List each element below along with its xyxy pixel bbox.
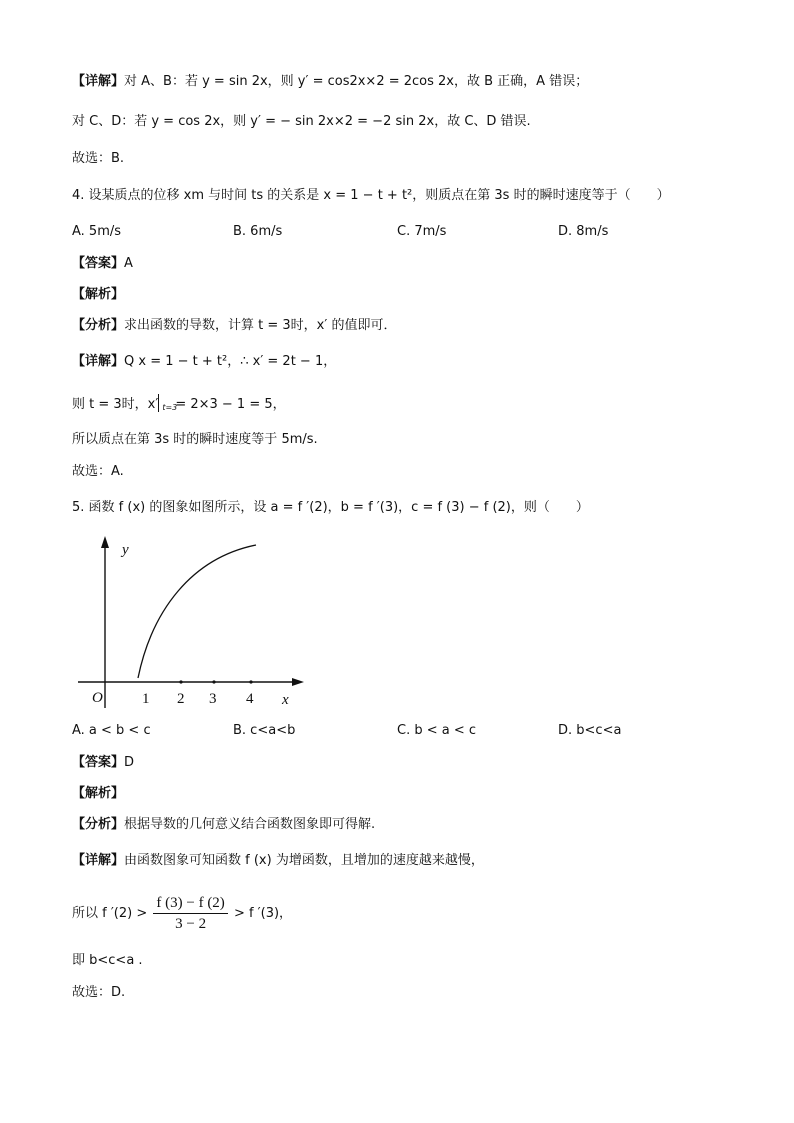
- q5-fraction-num: f (3) − f (2): [153, 894, 227, 914]
- q5-fenxi-text: 根据导数的几何意义结合函数图象即可得解.: [124, 817, 376, 832]
- q5-xiangjie-text: 由函数图象可知函数 f (x) 为增函数，且增加的速度越来越慢，: [124, 853, 484, 868]
- tick-label-4: 4: [246, 691, 254, 707]
- q4-then-post: = 2×3 − 1 = 5，: [175, 397, 286, 412]
- tick-dot-3: [212, 680, 215, 683]
- tick-label-2: 2: [177, 691, 185, 707]
- q4-eval-sub: t=3: [162, 403, 178, 412]
- tick-dot-4: [249, 680, 252, 683]
- q4-answer-tag: 【答案】: [72, 256, 125, 271]
- q4-xiangjie-text: Q x = 1 − t + t²，∴ x′ = 2t − 1，: [124, 354, 337, 369]
- q4-option-a: A. 5m/s: [72, 224, 122, 239]
- q3-detail-line2: 对 C、D：若 y = cos 2x，则 y′ = − sin 2x×2 = −2 sin 2x，故 C、D 错误.: [72, 114, 531, 129]
- q4-xiangjie-tag: 【详解】: [72, 354, 125, 369]
- q5-choose: 故选：D.: [72, 985, 126, 1000]
- q5-option-c: C. b < a < c: [397, 723, 477, 738]
- q4-fenxi: [72, 316, 396, 336]
- x-axis-label: x: [282, 692, 289, 708]
- q4-jiexi: 【解析】: [72, 287, 125, 302]
- tick-dot-2: [179, 680, 182, 683]
- q4-option-c: C. 7m/s: [397, 224, 447, 239]
- q3-detail-line1: [72, 72, 588, 92]
- y-axis-arrow-icon: [101, 536, 109, 548]
- q4-so-line: 所以质点在第 3s 时的瞬时速度等于 5m/s.: [72, 432, 318, 447]
- q4-answer: [72, 254, 133, 274]
- q4-fenxi-tag: 【分析】: [72, 318, 125, 333]
- q5-fenxi: [72, 815, 375, 835]
- x-axis-arrow-icon: [292, 678, 304, 686]
- q3-choose: 故选：B.: [72, 151, 125, 166]
- q5-stem: 5. 函数 f (x) 的图象如图所示，设 a = f ′(2)，b = f ′(3)，c = f (3) − f (2)，则（ ）: [72, 500, 589, 515]
- q5-so-line: [72, 893, 292, 935]
- origin-label: O: [92, 690, 103, 706]
- q4-xiangjie: [72, 352, 336, 372]
- q5-fraction: [153, 894, 227, 933]
- q4-choose: 故选：A.: [72, 464, 124, 479]
- q3-detail-tag: 【详解】: [72, 74, 125, 89]
- q5-answer-tag: 【答案】: [72, 755, 125, 770]
- q5-jiexi: 【解析】: [72, 786, 125, 801]
- q5-so-pre: 所以 f ′(2) >: [72, 906, 148, 921]
- q4-stem: 4. 设某质点的位移 xm 与时间 ts 的关系是 x = 1 − t + t²，则质点在第 3s 时的瞬时速度等于（ ）: [72, 188, 670, 203]
- q3-detail-text: 对 A、B：若 y = sin 2x，则 y′ = cos2x×2 = 2cos 2x，故 B 正确，A 错误；: [124, 74, 589, 89]
- q4-option-b: B. 6m/s: [233, 224, 283, 239]
- tick-label-1: 1: [142, 691, 150, 707]
- q5-option-a: A. a < b < c: [72, 723, 151, 738]
- q5-answer-value: D: [124, 755, 135, 770]
- tick-label-3: 3: [209, 691, 217, 707]
- q5-fenxi-tag: 【分析】: [72, 817, 125, 832]
- q5-xiangjie: [72, 851, 484, 871]
- q4-then-pre: 则 t = 3时，x′: [72, 397, 159, 412]
- q5-ji: 即 b<c<a .: [72, 953, 143, 968]
- function-curve: [138, 545, 256, 678]
- q5-option-d: D. b<c<a: [558, 723, 622, 738]
- q5-graph: [72, 530, 312, 715]
- q5-so-post: > f ′(3)，: [233, 906, 293, 921]
- q4-eval-bar: [158, 394, 178, 412]
- q5-xiangjie-tag: 【详解】: [72, 853, 125, 868]
- q5-fraction-den: 3 − 2: [175, 916, 207, 932]
- q5-answer: [72, 753, 134, 773]
- q5-option-b: B. c<a<b: [233, 723, 296, 738]
- q4-answer-value: A: [124, 256, 133, 271]
- y-axis-label: y: [122, 542, 129, 558]
- q4-then-line: [72, 394, 286, 415]
- q4-fenxi-text: 求出函数的导数，计算 t = 3时，x′ 的值即可．: [124, 318, 397, 333]
- q4-option-d: D. 8m/s: [558, 224, 609, 239]
